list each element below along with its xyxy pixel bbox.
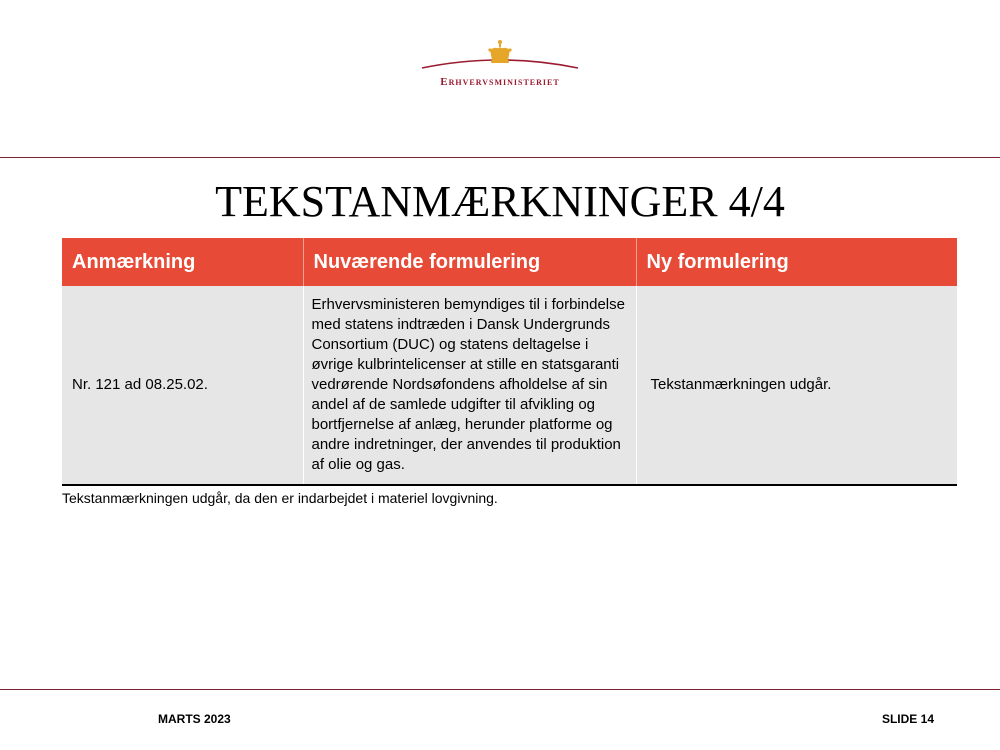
column-header-annotation: Anmærkning xyxy=(62,238,303,286)
logo-text: Erhvervsministeriet xyxy=(440,76,560,88)
page-title: TEKSTANMÆRKNINGER 4/4 xyxy=(215,177,785,226)
crown-icon xyxy=(418,38,582,78)
footer-date: MARTS 2023 xyxy=(158,712,231,726)
cell-new-wording: Tekstanmærkningen udgår. xyxy=(636,286,957,485)
bottom-divider xyxy=(0,689,1000,690)
cell-current-wording: Erhvervsministeren bemyndiges til i forbindelse med statens indtræden i Dansk Undergrunds Consortium (DUC) og statens deltagelse i øvrige kulbrintelicenser at stille en statsgaranti vedrørende Nordsøfondens afholdelse af sin andel af de samlede udgifter til afvikling og bortfjernelse af anlæg, herunder platforme og andre indretninger, der anvendes til produktion af olie og gas. xyxy=(303,286,636,485)
table-header-row xyxy=(62,238,957,286)
ministry-logo xyxy=(418,38,582,90)
column-header-new: Ny formulering xyxy=(636,238,957,286)
footer-slide-number: SLIDE 14 xyxy=(881,712,934,726)
annotation-table xyxy=(62,238,957,486)
table-row xyxy=(62,286,957,485)
top-divider xyxy=(0,157,1000,158)
cell-annotation: Nr. 121 ad 08.25.02. xyxy=(62,286,303,485)
table-note: Tekstanmærkningen udgår, da den er indarbejdet i materiel lovgivning. xyxy=(62,490,498,506)
column-header-current: Nuværende formulering xyxy=(303,238,636,286)
